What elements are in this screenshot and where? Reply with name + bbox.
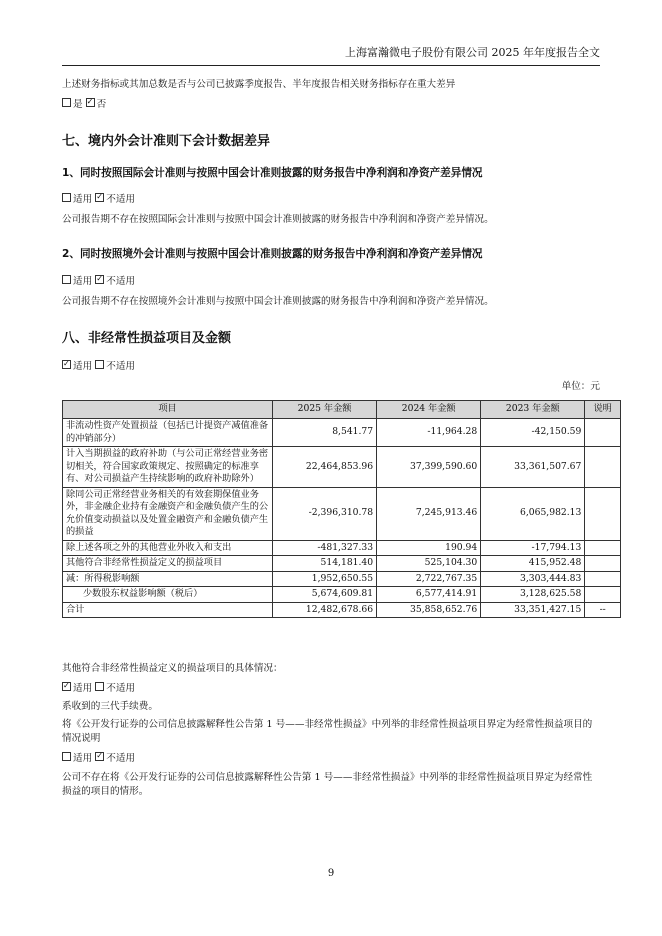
checkbox-no[interactable] [86, 98, 95, 107]
checkbox-na[interactable] [95, 193, 104, 202]
cell-item: 非流动性资产处置损益（包括已计提资产减值准备的冲销部分） [63, 419, 273, 447]
cell-2023: 33,361,507.67 [481, 447, 585, 488]
cell-note [585, 419, 621, 447]
checkbox-na[interactable] [95, 360, 104, 369]
cell-2024: -11,964.28 [377, 419, 481, 447]
header-2024: 2024 年金额 [377, 401, 481, 419]
checkbox-na[interactable] [95, 682, 104, 691]
other-items-detail: 系收到的三代手续费。 [62, 701, 158, 712]
label-apply: 适用 [73, 276, 93, 287]
table-row [63, 540, 621, 556]
section8-title: 八、非经常性损益项目及金额 [62, 331, 232, 346]
cell-item: 减：所得税影响额 [63, 571, 273, 587]
cell-2024: 35,858,652.76 [377, 602, 481, 618]
checkbox-apply[interactable] [62, 752, 71, 761]
other-items-options [62, 682, 600, 696]
cell-2025: -481,327.33 [273, 540, 377, 556]
intro-question: 上述财务指标或其加总数是否与公司已披露季度报告、半年度报告相关财务指标存在重大差异 [62, 79, 456, 90]
cell-2024: 37,399,590.60 [377, 447, 481, 488]
cell-2025: 1,952,650.55 [273, 571, 377, 587]
header-2023: 2023 年金额 [481, 401, 585, 419]
sub1-options [62, 193, 600, 207]
label-na: 不适用 [106, 276, 136, 287]
table-row [63, 587, 621, 603]
cell-note [585, 540, 621, 556]
label-yes: 是 [73, 99, 83, 110]
cell-2023: 3,128,625.58 [481, 587, 585, 603]
checkbox-apply[interactable] [62, 360, 71, 369]
reclassification-options [62, 752, 600, 766]
label-na: 不适用 [106, 361, 136, 372]
cell-2024: 525,104.30 [377, 556, 481, 572]
other-items-label: 其他符合非经常性损益定义的损益项目的具体情况： [62, 663, 283, 674]
label-na: 不适用 [106, 683, 136, 694]
cell-2025: 8,541.77 [273, 419, 377, 447]
cell-note: -- [585, 602, 621, 618]
header-2025: 2025 年金额 [273, 401, 377, 419]
cell-note [585, 487, 621, 540]
label-na: 不适用 [106, 194, 136, 205]
checkbox-na[interactable] [95, 275, 104, 284]
cell-note [585, 447, 621, 488]
checkbox-yes[interactable] [62, 98, 71, 107]
label-apply: 适用 [73, 361, 93, 372]
label-apply: 适用 [73, 194, 93, 205]
table-header-row [63, 401, 621, 419]
cell-2024: 2,722,767.35 [377, 571, 481, 587]
cell-2025: -2,396,310.78 [273, 487, 377, 540]
table-row [63, 571, 621, 587]
cell-2023: 33,351,427.15 [481, 602, 585, 618]
unit-label: 单位：元 [561, 381, 600, 392]
header-note: 说明 [585, 401, 621, 419]
label-apply: 适用 [73, 683, 93, 694]
cell-item: 合计 [63, 602, 273, 618]
section7-sub1-title: 1、同时按照国际会计准则与按照中国会计准则披露的财务报告中净利润和净资产差异情况 [62, 167, 483, 179]
table-row [63, 447, 621, 488]
table-row [63, 487, 621, 540]
section7-title: 七、境内外会计准则下会计数据差异 [62, 134, 271, 149]
cell-item: 其他符合非经常性损益定义的损益项目 [63, 556, 273, 572]
cell-item: 除同公司正常经营业务相关的有效套期保值业务外，非金融企业持有金融资产和金融负债产生的公允价值变动损益以及处置金融资产和金融负债产生的损益 [63, 487, 273, 540]
cell-2024: 6,577,414.91 [377, 587, 481, 603]
header-item: 项目 [63, 401, 273, 419]
page-header: 上海富瀚微电子股份有限公司 2025 年年度报告全文 [62, 44, 600, 66]
cell-2025: 5,674,609.81 [273, 587, 377, 603]
sub1-text: 公司报告期不存在按照国际会计准则与按照中国会计准则披露的财务报告中净利润和净资产差异情况。 [62, 214, 494, 225]
sub2-options [62, 275, 600, 289]
checkbox-apply[interactable] [62, 682, 71, 691]
cell-item: 计入当期损益的政府补助（与公司正常经营业务密切相关，符合国家政策规定、按照确定的标准享有、对公司损益产生持续影响的政府补助除外） [63, 447, 273, 488]
cell-note [585, 587, 621, 603]
page-number: 9 [327, 868, 335, 879]
reclassification-text: 公司不存在将《公开发行证券的公司信息披露解释性公告第 1 号——非经常性损益》中列举的非经常性损益项目界定为经常性损益的项目的情形。 [62, 772, 593, 797]
sub2-text: 公司报告期不存在按照境外会计准则与按照中国会计准则披露的财务报告中净利润和净资产差异情况。 [62, 296, 494, 307]
cell-2023: 415,952.48 [481, 556, 585, 572]
cell-2023: -17,794.13 [481, 540, 585, 556]
cell-note [585, 571, 621, 587]
cell-note [585, 556, 621, 572]
cell-2024: 190.94 [377, 540, 481, 556]
cell-2025: 12,482,678.66 [273, 602, 377, 618]
section7-sub2-title: 2、同时按照境外会计准则与按照中国会计准则披露的财务报告中净利润和净资产差异情况 [62, 248, 483, 260]
label-no: 否 [96, 99, 107, 110]
label-na: 不适用 [106, 753, 136, 764]
checkbox-na[interactable] [95, 752, 104, 761]
cell-2024: 7,245,913.46 [377, 487, 481, 540]
checkbox-apply[interactable] [62, 275, 71, 284]
table-row-total [63, 602, 621, 618]
table-row [63, 419, 621, 447]
cell-item: 少数股东权益影响额（税后） [63, 587, 273, 603]
non-recurring-items-table [62, 400, 621, 618]
reclassification-label: 将《公开发行证券的公司信息披露解释性公告第 1 号——非经常性损益》中列举的非经常性损益项目界定为经常性损益项目的情况说明 [62, 719, 593, 744]
cell-2023: 6,065,982.13 [481, 487, 585, 540]
cell-2025: 514,181.40 [273, 556, 377, 572]
intro-options [62, 98, 600, 112]
table-row [63, 556, 621, 572]
cell-2023: -42,150.59 [481, 419, 585, 447]
label-apply: 适用 [73, 753, 93, 764]
section8-options [62, 360, 600, 374]
checkbox-apply[interactable] [62, 193, 71, 202]
cell-2025: 22,464,853.96 [273, 447, 377, 488]
cell-item: 除上述各项之外的其他营业外收入和支出 [63, 540, 273, 556]
cell-2023: 3,303,444.83 [481, 571, 585, 587]
